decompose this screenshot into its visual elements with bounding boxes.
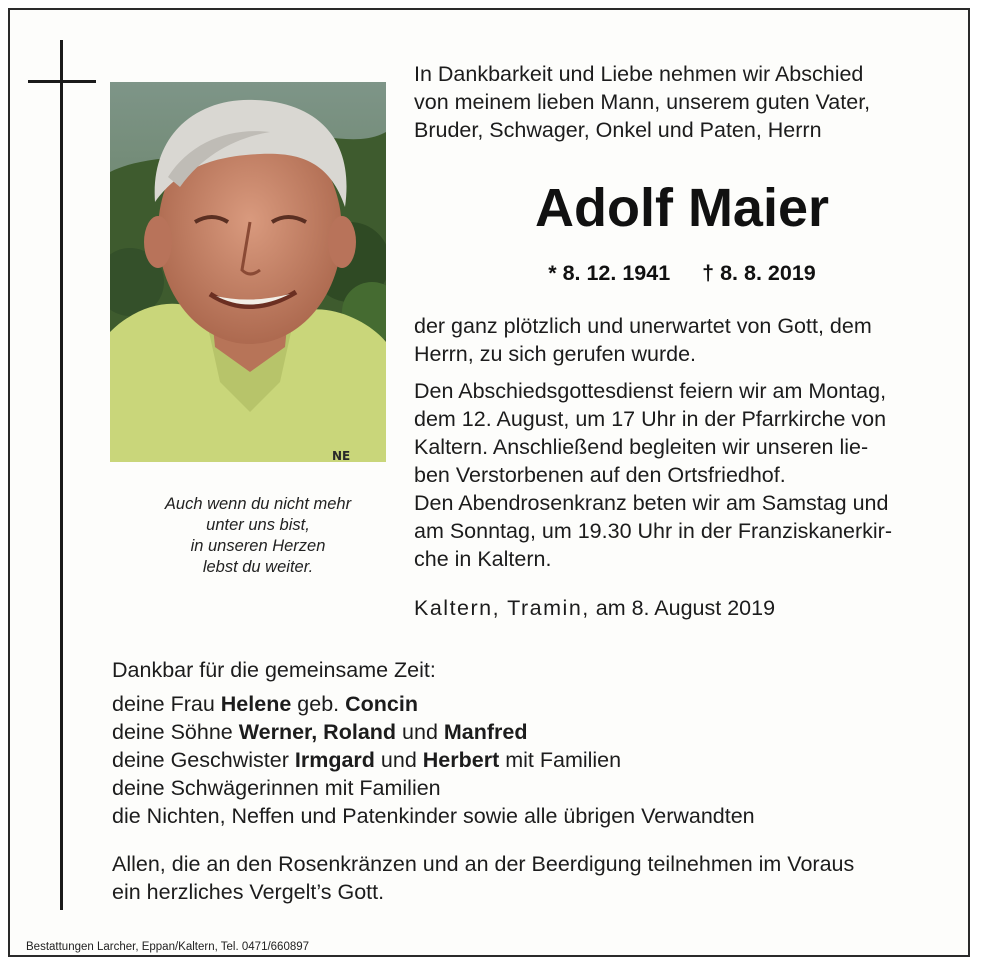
closing-paragraph bbox=[112, 850, 854, 906]
family-text: deine Söhne bbox=[112, 720, 233, 744]
birth-date: * 8. 12. 1941 bbox=[548, 261, 671, 285]
family-text: mit Familien bbox=[505, 748, 622, 772]
cross-icon bbox=[60, 40, 63, 910]
intro-line: von meinem lieben Mann, unserem guten Vater, bbox=[414, 90, 871, 114]
family-line-sisters-in-law: deine Schwägerinnen mit Familien bbox=[112, 776, 441, 800]
poem-line: unter uns bist, bbox=[206, 516, 310, 534]
intro-line: In Dankbarkeit und Liebe nehmen wir Abschied bbox=[414, 62, 864, 86]
service-paragraph bbox=[414, 377, 892, 573]
family-line-siblings bbox=[112, 746, 755, 774]
poem-line: Auch wenn du nicht mehr bbox=[164, 495, 352, 513]
life-dates bbox=[414, 258, 950, 288]
family-line-wife bbox=[112, 690, 755, 718]
place-date: am 8. August 2019 bbox=[595, 596, 776, 620]
called-line: der ganz plötzlich und unerwartet von Gott, dem bbox=[414, 314, 872, 338]
family-line-sons bbox=[112, 718, 755, 746]
family-line-others: die Nichten, Neffen und Patenkinder sowie alle übrigen Verwandten bbox=[112, 804, 755, 828]
funeral-home-footer: Bestattungen Larcher, Eppan/Kaltern, Tel. 0471/660897 bbox=[26, 941, 310, 953]
closing-line: ein herzliches Vergelt’s Gott. bbox=[112, 880, 385, 904]
family-list bbox=[112, 690, 755, 830]
memorial-poem bbox=[110, 494, 406, 578]
family-text: geb. bbox=[297, 692, 340, 716]
svg-text:NE: NE bbox=[332, 449, 351, 462]
family-name: Werner, Roland bbox=[238, 720, 397, 744]
family-name: Herbert bbox=[422, 748, 500, 772]
family-name: Concin bbox=[345, 692, 418, 716]
service-line: Den Abendrosenkranz beten wir am Samstag und bbox=[414, 491, 889, 515]
intro-line: Bruder, Schwager, Onkel und Paten, Herrn bbox=[414, 118, 822, 142]
family-name: Manfred bbox=[443, 720, 528, 744]
family-text: deine Geschwister bbox=[112, 748, 289, 772]
deceased-name: Adolf Maier bbox=[534, 178, 830, 238]
place-date-line bbox=[414, 594, 775, 622]
service-line: ben Verstorbenen auf den Ortsfriedhof. bbox=[414, 463, 786, 487]
thanks-heading: Dankbar für die gemeinsame Zeit: bbox=[112, 658, 436, 682]
closing-line: Allen, die an den Rosenkränzen und an der Beerdigung teilnehmen im Voraus bbox=[112, 852, 855, 876]
service-line: che in Kaltern. bbox=[414, 547, 552, 571]
service-line: Den Abschiedsgottesdienst feiern wir am Montag, bbox=[414, 379, 887, 403]
cross-icon-bar bbox=[28, 80, 96, 83]
service-line: dem 12. August, um 17 Uhr in der Pfarrkirche von bbox=[414, 407, 887, 431]
portrait-photo bbox=[110, 82, 386, 462]
called-line: Herrn, zu sich gerufen wurde. bbox=[414, 342, 697, 366]
called-paragraph bbox=[414, 312, 872, 368]
service-line: am Sonntag, um 19.30 Uhr in der Franziskanerkir- bbox=[414, 519, 892, 543]
family-name: Irmgard bbox=[294, 748, 375, 772]
intro-paragraph bbox=[414, 60, 870, 144]
service-line: Kaltern. Anschließend begleiten wir unseren lie- bbox=[414, 435, 869, 459]
family-text: deine Frau bbox=[112, 692, 215, 716]
place-towns: Kaltern, Tramin, bbox=[414, 596, 590, 620]
family-text: und bbox=[380, 748, 417, 772]
death-date: † 8. 8. 2019 bbox=[702, 261, 816, 285]
poem-line: in unseren Herzen bbox=[190, 537, 326, 555]
family-text: und bbox=[402, 720, 438, 744]
family-name: Helene bbox=[220, 692, 292, 716]
poem-line: lebst du weiter. bbox=[202, 558, 314, 576]
